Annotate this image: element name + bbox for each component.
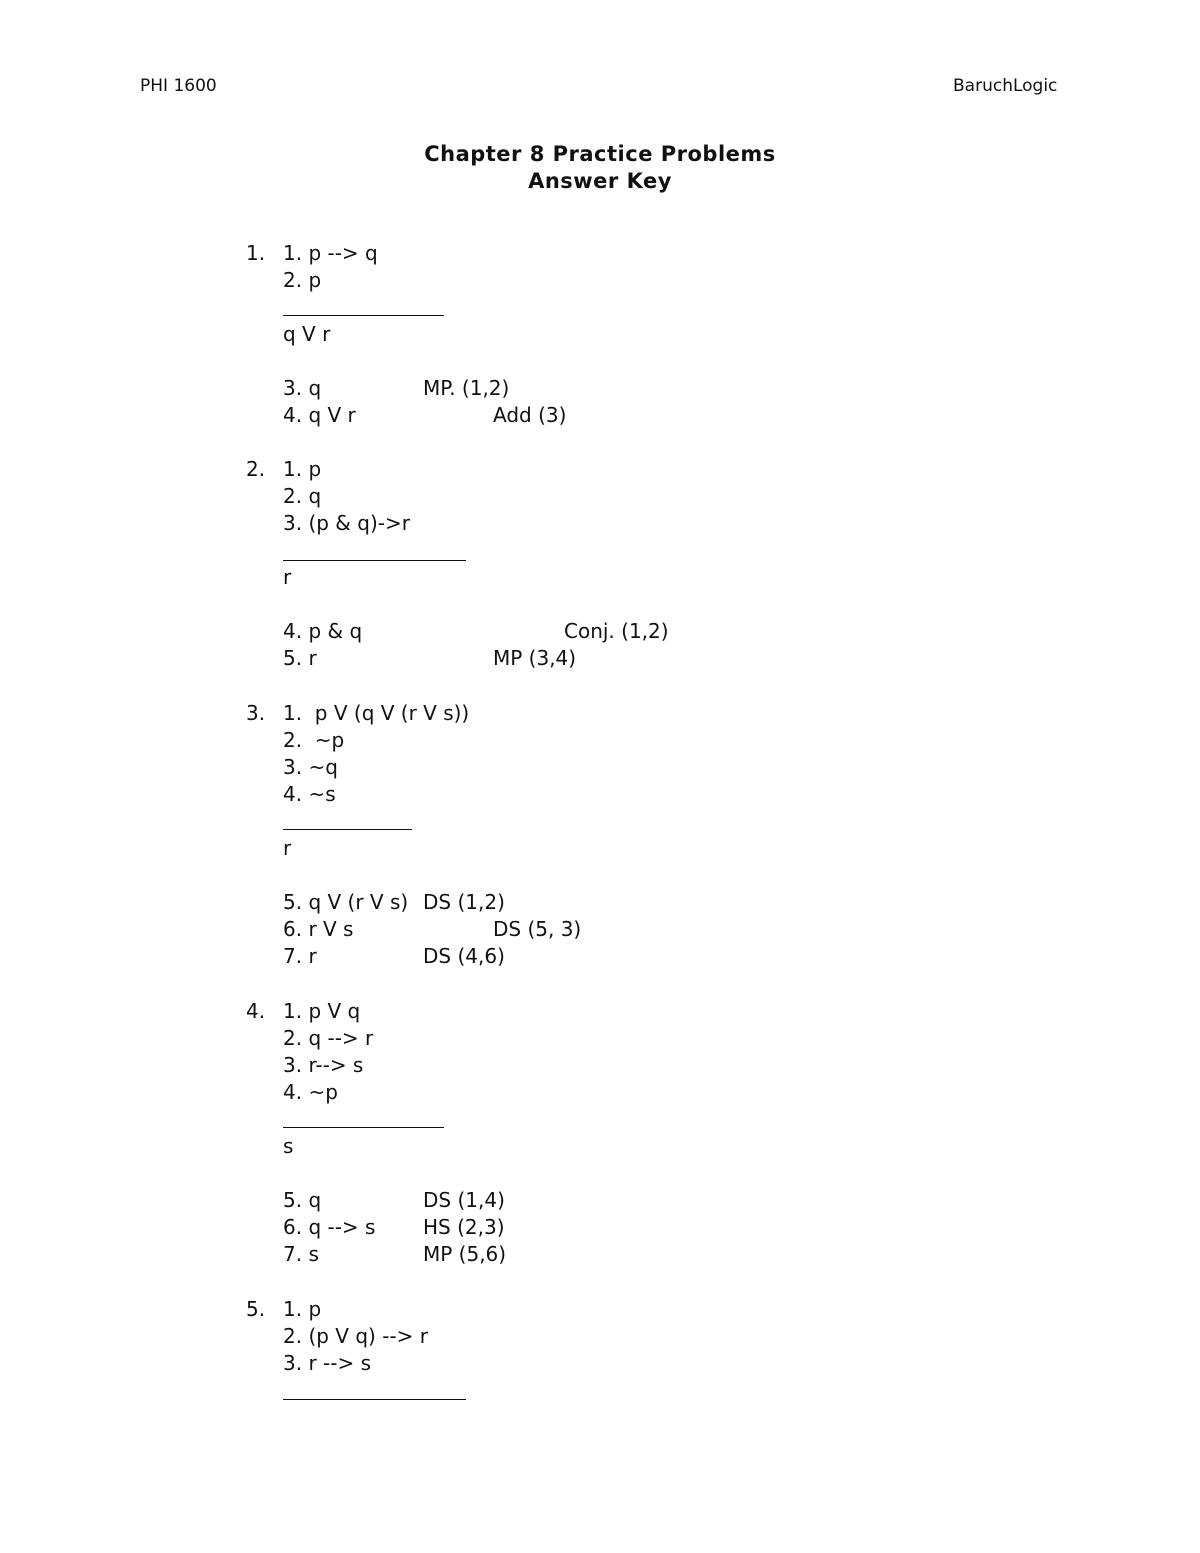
premise: 3. r--> s	[283, 1053, 364, 1077]
justification: Conj. (1,2)	[564, 619, 669, 643]
page-title: Chapter 8 Practice Problems	[424, 142, 776, 166]
step: 7. r	[283, 944, 317, 968]
premise: 4. ~s	[283, 782, 336, 806]
step: 3. q	[283, 376, 322, 400]
justification: MP (3,4)	[493, 646, 577, 670]
conclusion-rule	[283, 1399, 466, 1400]
problem-number: 2.	[246, 457, 266, 481]
page-subtitle: Answer Key	[528, 169, 672, 193]
header-course: PHI 1600	[140, 76, 217, 96]
step: 5. r	[283, 646, 317, 670]
premise: 1. p V (q V (r V s))	[283, 701, 470, 725]
step: 6. r V s	[283, 917, 354, 941]
conclusion-rule	[283, 560, 466, 561]
premise: 2. q	[283, 484, 322, 508]
header-source: BaruchLogic	[953, 76, 1058, 96]
premise: 1. p --> q	[283, 241, 378, 265]
step: 5. q V (r V s)	[283, 890, 409, 914]
problem-number: 1.	[246, 241, 266, 265]
premise: 3. (p & q)->r	[283, 511, 410, 535]
justification: MP (5,6)	[423, 1242, 507, 1266]
conclusion: q V r	[283, 322, 331, 346]
premise: 2. (p V q) --> r	[283, 1324, 428, 1348]
justification: MP. (1,2)	[423, 376, 510, 400]
justification: DS (1,4)	[423, 1188, 505, 1212]
problem-number: 4.	[246, 999, 266, 1023]
step: 4. p & q	[283, 619, 363, 643]
justification: DS (1,2)	[423, 890, 505, 914]
justification: DS (4,6)	[423, 944, 505, 968]
step: 7. s	[283, 1242, 319, 1266]
step: 6. q --> s	[283, 1215, 376, 1239]
justification: HS (2,3)	[423, 1215, 505, 1239]
problem-number: 3.	[246, 701, 266, 725]
conclusion: r	[283, 836, 292, 860]
premise: 4. ~p	[283, 1080, 338, 1104]
conclusion: r	[283, 565, 292, 589]
premise: 1. p	[283, 1297, 322, 1321]
conclusion-rule	[283, 829, 412, 830]
premise: 3. ~q	[283, 755, 338, 779]
step: 4. q V r	[283, 403, 356, 427]
premise: 1. p	[283, 457, 322, 481]
premise: 2. p	[283, 268, 322, 292]
problem-number: 5.	[246, 1297, 266, 1321]
conclusion: s	[283, 1134, 294, 1158]
premise: 1. p V q	[283, 999, 361, 1023]
step: 5. q	[283, 1188, 322, 1212]
premise: 3. r --> s	[283, 1351, 371, 1375]
conclusion-rule	[283, 1127, 444, 1128]
justification: DS (5, 3)	[493, 917, 582, 941]
conclusion-rule	[283, 315, 444, 316]
justification: Add (3)	[493, 403, 567, 427]
premise: 2. q --> r	[283, 1026, 374, 1050]
premise: 2. ~p	[283, 728, 345, 752]
